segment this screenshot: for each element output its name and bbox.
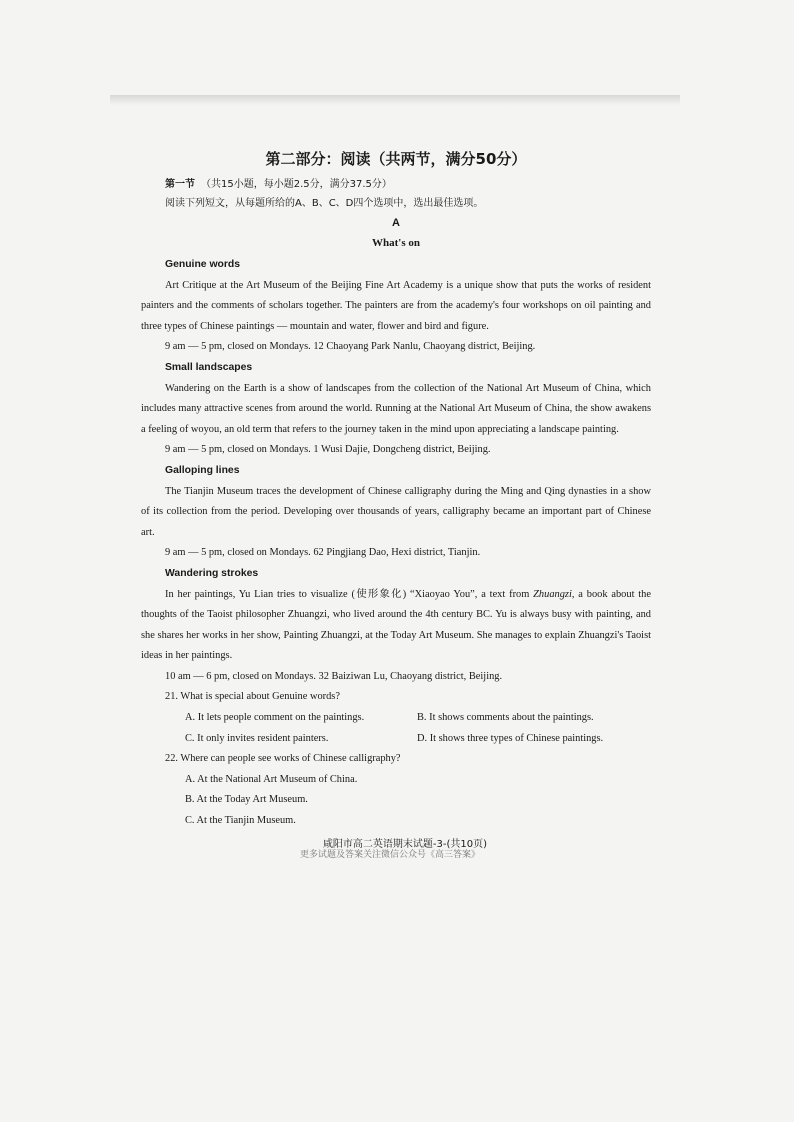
book-title: Zhuangzi (533, 588, 572, 600)
item-text: Art Critique at the Art Museum of the Beijing Fine Art Academy is a unique show that puts the works of resident painters and the comments of scholars together. The painters are from the academy's four workshops on oil painting and three types of Chinese paintings — mountain and water, flower and bird and figure. (141, 279, 651, 332)
question-22 (141, 749, 651, 831)
item-text-part: , a book about the thoughts of the Taoist philosopher Zhuangzi, who lived around the 4th century BC. Yu is always busy with painting, and she shares her works in her show, Painting Zhuangzi, at the Today Art Museum. She manages to explain Zhuangzi's Taoist ideas in her paintings. (141, 588, 651, 662)
watermark-text: 更多试题及答案关注微信公众号《高三答案》 (300, 850, 481, 860)
section-header (141, 176, 651, 194)
option-b: B. At the Today Art Museum. (185, 794, 308, 806)
item-text: The Tianjin Museum traces the development of Chinese calligraphy during the Ming and Qing dynasties in a show of its collection from the period. Developing over thousands of years, calligraphy became an important part of Chinese art. (141, 485, 651, 538)
option-b: B. It shows comments about the paintings. (417, 712, 594, 724)
item-text-part: In her paintings, Yu Lian tries to visualize (使形象化) “Xiaoyao You”, a text from (165, 588, 534, 600)
passage-item-genuine-words (141, 255, 651, 358)
option-c: C. At the Tianjin Museum. (185, 815, 296, 827)
exam-page (141, 148, 651, 854)
item-heading: Genuine words (165, 259, 241, 270)
scan-shadow (110, 95, 680, 105)
item-info: 10 am — 6 pm, closed on Mondays. 32 Baiziwan Lu, Chaoyang district, Beijing. (165, 670, 503, 682)
question-21 (141, 687, 651, 749)
page-footer: 咸阳市高二英语期末试题-3-(共10页) (322, 838, 488, 850)
passage-item-small-landscapes (141, 358, 651, 461)
option-a: A. It lets people comment on the paintings. (185, 712, 365, 724)
option-a: A. At the National Art Museum of China. (185, 773, 358, 785)
item-heading: Galloping lines (165, 464, 240, 476)
option-d: D. It shows three types of Chinese paintings. (417, 732, 604, 744)
section-detail: （共15小题，每小题2.5分，满分37.5分） (201, 179, 392, 190)
section-instruction: 阅读下列短文，从每题所给的A、B、C、D四个选项中，选出最佳选项。 (165, 198, 484, 209)
item-info: 9 am — 5 pm, closed on Mondays. 12 Chaoyang Park Nanlu, Chaoyang district, Beijing. (165, 341, 536, 353)
question-stem: 22. Where can people see works of Chinese calligraphy? (165, 753, 401, 765)
section-name: 第一节 (165, 179, 195, 190)
item-text (141, 585, 651, 667)
item-info: 9 am — 5 pm, closed on Mondays. 1 Wusi Dajie, Dongcheng district, Beijing. (165, 444, 491, 456)
item-heading: Small landscapes (165, 361, 253, 373)
passage-item-wandering-strokes (141, 564, 651, 688)
item-text: Wandering on the Earth is a show of landscapes from the collection of the National Art Museum of China, which includes many attractive scenes from around the world. Running at the National Art Museum of China, the show awakens a feeling of woyou, an old term that refers to the journey taken in the mind upon appreciating a landscape painting. (141, 382, 651, 435)
passage-item-galloping-lines (141, 461, 651, 564)
question-stem: 21. What is special about Genuine words? (165, 691, 340, 703)
passage-title: What's on (372, 237, 420, 249)
item-info: 9 am — 5 pm, closed on Mondays. 62 Pingjiang Dao, Hexi district, Tianjin. (165, 547, 481, 559)
item-heading: Wandering strokes (165, 567, 259, 579)
part-title: 第二部分：阅读（共两节，满分50分） (265, 150, 527, 168)
question-options (141, 708, 651, 749)
question-options (141, 770, 651, 832)
passage-letter: A (392, 217, 400, 229)
option-c: C. It only invites resident painters. (185, 732, 329, 744)
